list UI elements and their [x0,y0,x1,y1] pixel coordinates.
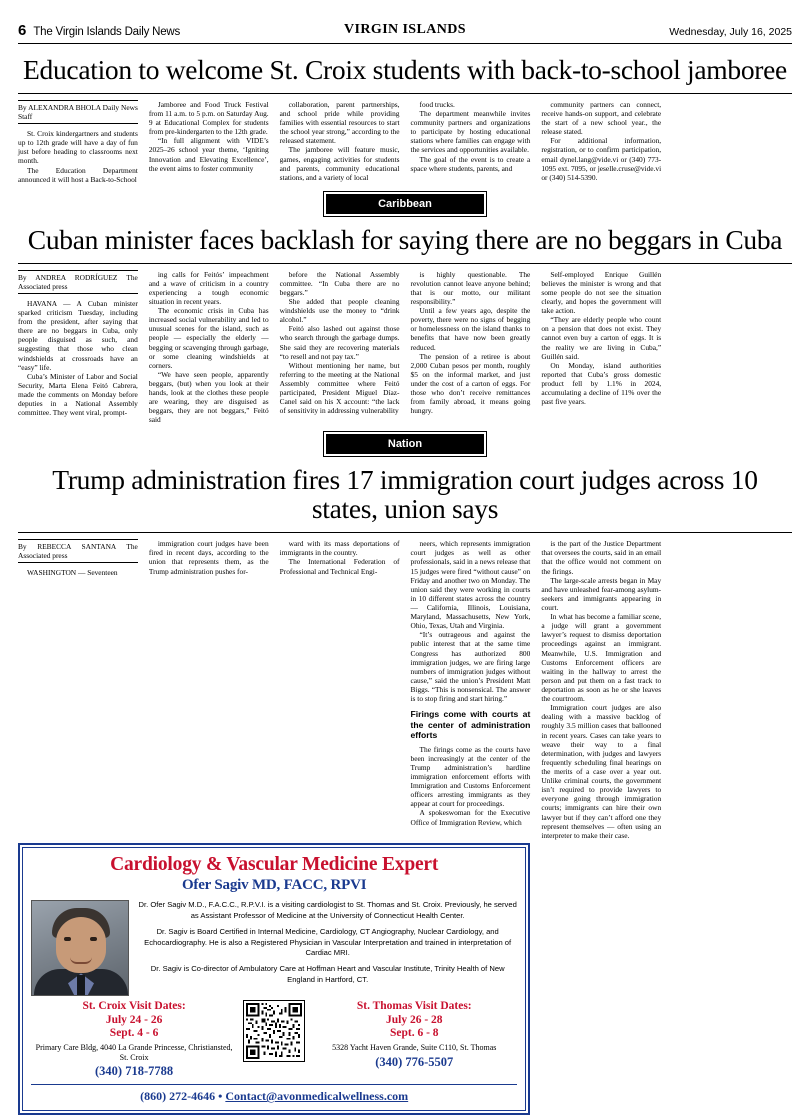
paragraph: In what has become a familiar scene, a judge will grant a government lawyer’s request to dismiss deportation proceedings against an immigrant. Meanwhile, U.S. Immigration and Customs Enforcement officers are waiting in the hallway to arrest the person and put them on a fast track to deportation as soon as he or she leaves the courtroom. [541,612,662,704]
ad-bio-text [138,900,517,990]
ad-st-thomas-location [311,1000,517,1069]
rule [18,93,792,94]
article1-col1-body [18,129,138,184]
paragraph: On Monday, island authorities reported that Cuba’s gross domestic product fell by 1.1% in 2024, accumulating a decline of 11% over the past five years. [541,360,662,407]
paragraph: HAVANA — A Cuban minister sparked criticism Tuesday, including from the president, after saying that there are no beggars in Cuba, only people disguised as such, and suggesting that those who clean windshields at crossroads have an “easy” life. [18,298,138,372]
paragraph: The jamboree will feature music, games, engaging activities for students and parents, community educational stations, and a variety of local [279,145,400,182]
paragraph: Cuba’s Minister of Labor and Social Security, Marta Elena Feitó Cabrera, made the comments on Monday before deputies in a National Assembly committee. They went viral, prompt- [18,371,138,418]
nation-banner-row [18,434,792,454]
paragraph: Feitó also lashed out against those who search through the garbage dumps. She said they are recovering materials “to resell and not pay tax.” [279,324,400,361]
ad-st-croix-location [31,1000,237,1079]
paragraph: collaboration, parent partnerships, and school pride while providing families with essential resources to start the school year strong,” according to the released statement. [279,99,400,146]
article1-byline-column [18,100,138,184]
ad-footer-separator: • [218,1089,223,1104]
section-banner-nation: Nation [326,434,484,454]
article2-col6 [672,270,792,425]
paragraph: community partners can connect, receive hands-on support, and celebrate the start of a new school year., the release stated. [541,99,662,137]
article3-col6 [672,539,792,840]
paragraph: Immigration court judges are also dealing with a massive backlog of roughly 3.5 million cases that ballooned in recent years. Cases can take years to weave their way to a final determination, with judges and lawyers frequently scheduling final hearings on the merits of a case over a year out. Unlike criminal courts, the government isn’t required to provide lawyers to everyone going through immigration courts; immigrants can hire their own lawyer but if they can’t afford one they represent themselves — often using an interpreter to make their case. [541,703,662,840]
article3-col5 [541,539,661,840]
paragraph: WASHINGTON — Seventeen [27,568,118,578]
paragraph: “We have seen people, apparently beggars, (but) when you look at their hands, look at the clothes these people are wearing, they are disguised as beggars, they are not beggars,” Feitó said [148,369,269,425]
ad-footer-phone[interactable]: (860) 272-4646 [140,1089,216,1104]
article3-byline-org: The Associated press [18,542,138,561]
paragraph: The pension of a retiree is about 2,000 Cuban pesos per month, roughly $5 on the informal market, and just under the cost of a carton of eggs. For those who don’t receive remittances from family abroad, it means going hungry. [410,351,531,416]
paragraph: Until a few years ago, despite the poverty, there were no signs of begging or homelessness on the island thanks to benefits that have now been greatly reduced. [410,306,531,352]
ad-bio-p2: Dr. Sagiv is Board Certified in Internal Medicine, Cardiology, CT Angiography, Nuclear Cardiology, and Echocardiography. He is also a Registered Physician in Vascular Interpretation and trained in interpretation of Cardiac MRI. [144,926,512,958]
ad-footer [31,1084,517,1104]
article2-col3 [280,270,400,425]
ad-thomas-date2: Sept. 6 - 8 [389,1027,439,1040]
caribbean-banner-row [18,194,792,214]
ad-doctor-name: Ofer Sagiv MD, FACC, RPVI [181,877,367,894]
paragraph: The department meanwhile invites community partners and organizations to participate by hosting educational stations where families can engage with the services and opportunities available. [410,108,531,155]
ad-thomas-address: 5328 Yacht Haven Grande, Suite C110, St. Thomas [332,1043,497,1052]
ad-thomas-phone[interactable]: (340) 776-5507 [375,1054,454,1069]
paragraph: Without mentioning her name, but referring to the meeting at the National Assembly committee where Feitó participated, President Miguel Díaz-Canel said on his X account: “the lack of sensitivity in addressing vulnerability [279,360,400,416]
article1-col5 [541,100,661,184]
advertisement[interactable] [18,840,530,1115]
paragraph: before the National Assembly committee. “In Cuba there are no beggars.” [279,269,400,297]
paragraph: “In full alignment with VIDE’s 2025–26 school year theme, ‘Igniting Innovation and Elevating Excellence’, the event aims to foster community [148,136,269,173]
article1-headline: Education to welcome St. Croix students with back-to-school jamboree [23,54,787,85]
ad-croix-phone[interactable]: (340) 718-7788 [95,1064,174,1079]
qr-code-icon[interactable] [243,1000,305,1062]
paragraph: The firings come as the courts have been increasingly at the center of the Trump administration’s hardline immigration enforcement efforts with Immigration and Customs Enforcement officers arresting immigrants as they appear at court for proceedings. [410,744,531,809]
rule [18,532,792,533]
paragraph: food trucks. [419,99,455,109]
ad-title: Cardiology & Vascular Medicine Expert [110,853,439,875]
article3-col1-body [18,568,138,577]
paper-name: The Virgin Islands Daily News [33,26,181,38]
section-banner-caribbean: Caribbean [326,194,484,214]
paragraph: The goal of the event is to create a space where students, parents, and [410,154,531,173]
article3-col4 [411,539,531,840]
ad-croix-date1: July 24 - 26 [105,1013,163,1026]
article2-columns [18,270,792,425]
paragraph: Self-employed Enrique Guillén believes the minister is wrong and that some people do not see the situation clearly, and hopes the government will take action. [541,269,662,316]
article3-col2 [149,539,269,840]
article-subhead: Firings come with courts at the center of administration efforts [410,709,531,741]
paragraph: The International Federation of Professional and Technical Engi- [279,557,400,576]
ad-croix-date2: Sept. 4 - 6 [109,1027,159,1040]
ad-thomas-date1: July 26 - 28 [385,1013,443,1026]
article2-col4 [411,270,531,425]
ad-thomas-title: St. Thomas Visit Dates: [356,1000,472,1013]
doctor-portrait-image [31,900,129,996]
article2-col2 [149,270,269,425]
article3-columns [18,539,792,1115]
ad-croix-address: Primary Care Bldg, 4040 La Grande Princesse, Christiansted, St. Croix [35,1043,233,1062]
paragraph: ward with its mass deportations of immigrants in the country. [279,539,400,558]
paragraph: neers, which represents immigration court judges as well as other professionals, said in a news release that 15 judges were fired “without cause” on Friday and another two on Monday. The union said they were working in courts in 10 different states across the country — California, Illinois, Louisiana, Maryland, Massachusetts, New York, Ohio, Texas, Utah and Virginia. [410,539,531,631]
article2-col1-body [18,299,138,417]
section-title: VIRGIN ISLANDS [344,22,466,37]
paragraph: The large-scale arrests began in May and have unleashed fear-among asylum-seekers and immigrants appearing in court. [541,575,662,612]
ad-footer-email-link[interactable]: Contact@avonmedicalwellness.com [225,1089,409,1104]
article1-col3 [280,100,400,184]
ad-visit-dates [31,1000,517,1079]
ad-bio-p3: Dr. Sagiv is Co-director of Ambulatory Care at Hoffman Heart and Vascular Institute, Trinity Health of New England in Hartford, CT. [150,964,505,984]
article2-col5 [541,270,661,425]
article2-headline: Cuban minister faces backlash for saying there are no beggars in Cuba [27,223,783,255]
article1-col2 [149,100,269,184]
paragraph: For additional information, registration, or to confirm participation, email dynel.lang@vide.vi or (340) 773-1095 ext. 7095, or jeselle.cruse@vide.vi or (340) 514-5390. [541,136,662,182]
masthead [18,22,792,44]
article1-columns [18,100,792,184]
ad-bio-p1: Dr. Ofer Sagiv M.D., F.A.C.C., R.P.V.I. is a visiting cardiologist to St. Thomas and St. Croix. Previously, he served as Assistant Professor of Medicine at the University of Connecticut Health Center. [138,900,517,921]
paragraph: “It’s outrageous and against the public interest that at the same time Congress has authorized 800 immigration judges, we are firing large numbers of immigration judges without cause,” said the union’s President Matt Biggs. “This is nonsensical. The answer is to stop firing and start hiring.” [410,630,531,704]
page-number: 6 [18,22,27,39]
paragraph: The Education Department announced it will host a Back-to-School [18,165,138,184]
paragraph: immigration court judges have been fired in recent days, according to the union that represents them, as the Trump administration pushes for- [148,539,269,576]
publication-date: Wednesday, July 16, 2025 [669,26,792,38]
article3-byline-name: By REBECCA SANTANA [18,542,116,552]
paragraph: is highly questionable. The revolution cannot leave anyone behind; that is our motto, our militant responsibility.” [410,269,531,306]
article1-col6 [672,100,792,184]
rule [18,263,792,264]
paragraph: The economic crisis in Cuba has increased social vulnerability and led to unusual scenes for the island, such as people — especially the elderly — begging or scavenging through garbage, or some cleaning windshields at corners. [148,306,269,370]
article2-byline-org: The Associated press [18,272,138,291]
paragraph: Jamboree and Food Truck Festival from 11 a.m. to 5 p.m. on Saturday Aug. 9 at Educational Complex for students from pre-kindergarten to the 12th grade. [148,99,269,137]
article3-byline-column [18,539,138,840]
paragraph: ing calls for Feitós’ impeachment and a wave of criticism in a country experiencing a tough economic situation in recent years. [148,269,269,306]
paragraph: is the part of the Justice Department that oversees the courts, said in an email that the office would not comment on the firings. [541,539,662,576]
paragraph: She added that people cleaning windshields use the money to “drink alcohol.” [279,296,400,325]
paragraph: “They are elderly people who count on a pension that does not exist. They cannot even buy a carton of eggs. It is the reality we are living in Cuba,” Guillén said. [541,315,662,361]
paragraph: St. Croix kindergartners and students up to 12th grade will have a day of fun just before heading to classrooms next month. [18,129,138,166]
article3-headline: Trump administration fires 17 immigration court judges across 10 states, union says [52,464,758,525]
article1-byline-org: Daily News Staff [18,102,138,121]
article1-byline-name: By ALEXANDRA BHOLA [18,102,101,112]
ad-croix-title: St. Croix Visit Dates: [82,1000,186,1013]
article3-col3 [280,539,400,840]
paragraph: A spokeswoman for the Executive Office of Immigration Review, which [410,808,531,827]
article2-byline-column [18,270,138,425]
article1-col4 [411,100,531,184]
article2-byline-name: By ANDREA RODRÍGUEZ [18,272,118,282]
